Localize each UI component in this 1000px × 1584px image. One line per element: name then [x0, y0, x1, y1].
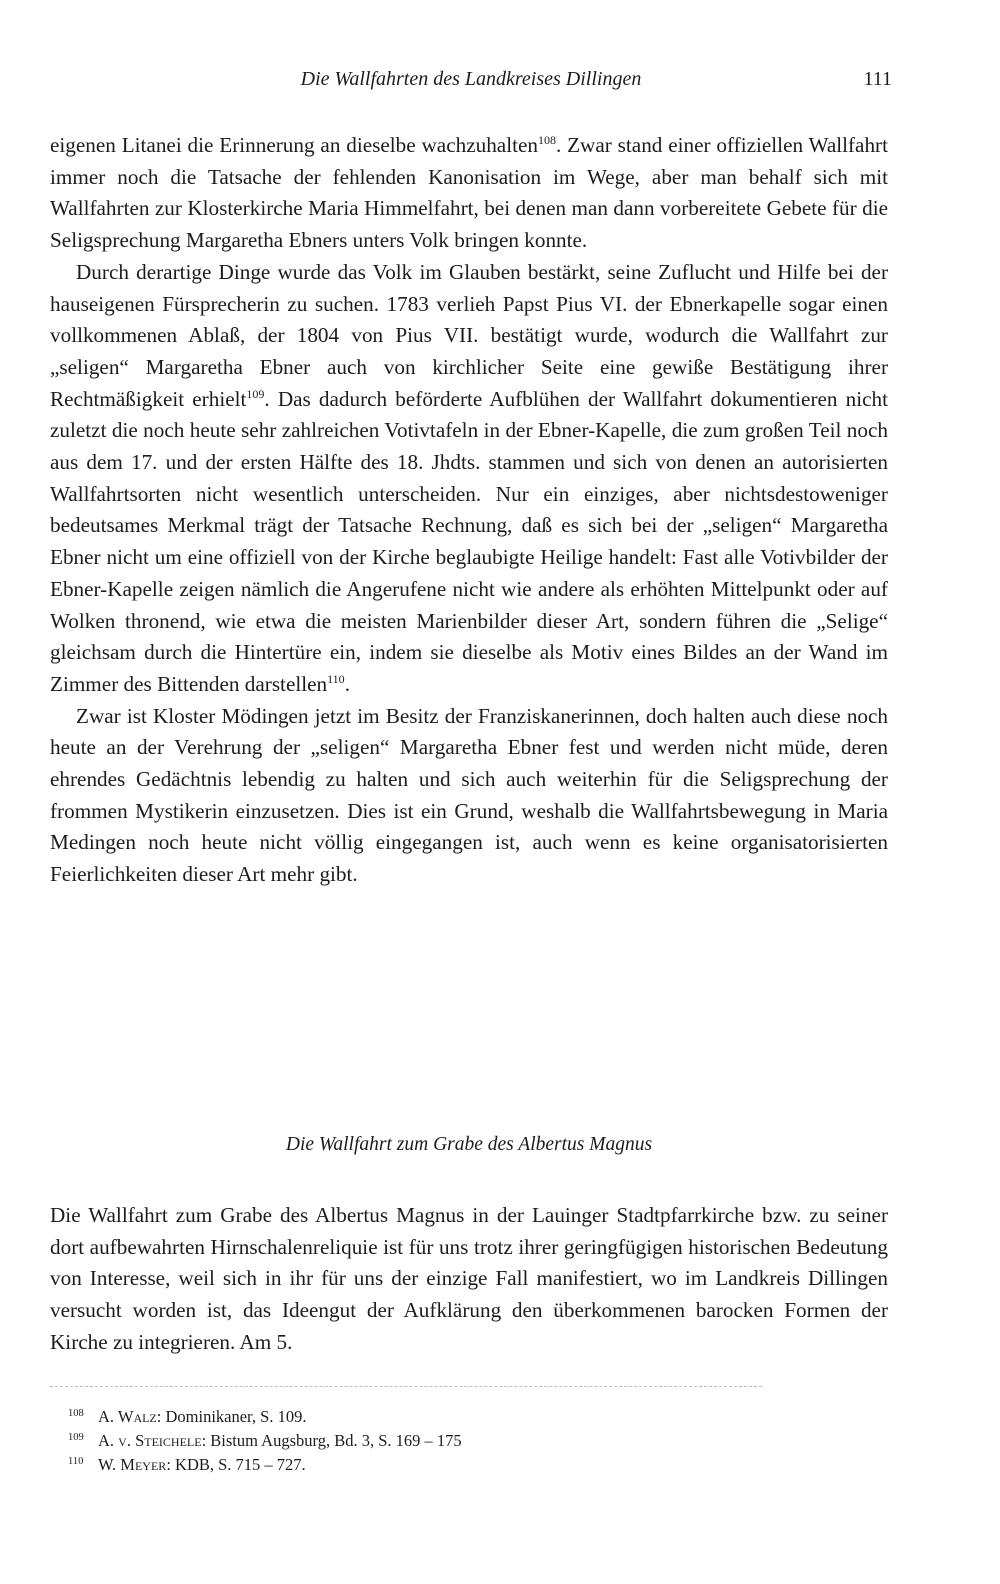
footnote-author: A. v. Steichele [98, 1431, 202, 1450]
paragraph-2-text-b: . Das dadurch beförderte Aufblühen der Wallfahrt dokumentieren nicht zuletzt die noch heute sehr zahlreichen Votivtafeln in der Ebner-Kapelle, die zum großen Teil noch aus dem 17. und der ersten Hälfte des 18. Jhdts. stammen und sich von denen an autorisierten Wallfahrtsorten nicht wesentlich unterscheiden. Nur ein einziges, aber nichtsdestoweniger bedeutsames Merkmal trägt der Tatsache Rechnung, daß es sich bei der „seligen“ Margaretha Ebner nicht um eine offiziell von der Kirche beglaubigte Heilige handelt: Fast alle Votivbilder der Ebner-Kapelle zeigen nämlich die Angerufene nicht wie andere als erhöhten Mittelpunkt oder auf Wolken thronend, wie etwa die meisten Marienbilder dieser Art, sondern führen die „Selige“ gleichsam durch die Hintertüre ein, indem sie dieselbe als Motiv eines Bildes an der Wand im Zimmer des Bittenden darstellen [50, 386, 888, 696]
footnote-author: W. Meyer [98, 1455, 167, 1474]
paragraph-3: Zwar ist Kloster Mödingen jetzt im Besitz der Franziskanerinnen, doch halten auch diese noch heute an der Verehrung der „seligen“ Margaretha Ebner fest und werden nicht müde, deren ehrendes Gedächtnis lebendig zu halten und sich auch weiterhin für die Seligsprechung der frommen Mystikerin einzusetzen. Dies ist ein Grund, weshalb die Wallfahrtsbewegung in Maria Medingen noch heute nicht völlig eingegangen ist, auch wenn es keine organisatorisierten Feierlichkeiten dieser Art mehr gibt. [50, 703, 888, 887]
body-text [50, 130, 888, 891]
footnote-text: : KDB, S. 715 – 727. [166, 1455, 306, 1474]
page-number: 111 [863, 68, 892, 90]
footnote-body [98, 1406, 306, 1427]
running-title: Die Wallfahrten des Landkreises Dillingen [300, 68, 642, 90]
paragraph-2-text-a: Durch derartige Dinge wurde das Volk im Glauben bestärkt, seine Zuflucht und Hilfe bei der hauseigenen Fürsprecherin zu suchen. 1783 verlieh Papst Pius VI. der Ebnerkapelle sogar einen vollkommenen Ablaß, der 1804 von Pius VII. bestätigt wurde, wodurch die Wallfahrt zur „seligen“ Margaretha Ebner auch von kirchlicher Seite eine gewiße Bestätigung ihrer Rechtmäßigkeit erhielt [50, 259, 888, 411]
footnote-ref-110: 110 [327, 671, 345, 686]
footnote-109 [68, 1430, 768, 1454]
footnote-ref-108: 108 [537, 133, 556, 147]
footnote-body [98, 1454, 306, 1475]
footnote-ref-109: 109 [246, 386, 265, 401]
paragraph-2-text-c: . [344, 671, 350, 696]
footnote-body [98, 1430, 462, 1451]
footnote-text: : Dominikaner, S. 109. [156, 1407, 307, 1426]
paragraph-1-text-b: . Zwar stand einer offiziellen Wallfahrt immer noch die Tatsache der fehlenden Kanonisation im Wege, aber man behalf sich mit Wallfahrten zur Klosterkirche Maria Himmelfahrt, bei denen man dann vorbereitete Gebete für die Seligsprechung Margaretha Ebners unters Volk bringen konnte. [50, 133, 888, 253]
footnote-108 [68, 1406, 768, 1430]
footnote-number: 109 [68, 1432, 84, 1443]
paragraph-2 [50, 257, 888, 701]
section-text [50, 1200, 888, 1359]
footnote-number: 108 [68, 1408, 84, 1419]
section-paragraph-1: Die Wallfahrt zum Grabe des Albertus Magnus in der Lauinger Stadtpfarrkirche bzw. zu seiner dort aufbewahrten Hirnschalenreliquie ist für uns trotz ihrer geringfügigen historischen Bedeutung von Interesse, weil sich in ihr für uns der einzige Fall manifestiert, wo im Landkreis Dillingen versucht worden ist, das Ideengut der Aufklärung den überkommenen barocken Formen der Kirche zu integrieren. Am 5. [50, 1203, 888, 1354]
footnote-110 [68, 1454, 768, 1478]
footnote-author: A. Walz [98, 1407, 157, 1426]
footnote-number: 110 [68, 1456, 84, 1467]
section-title: Die Wallfahrt zum Grabe des Albertus Magnus [285, 1134, 653, 1155]
page-header [50, 68, 892, 98]
paragraph-1-text-a: eigenen Litanei die Erinnerung an dieselbe wachzuhalten [50, 133, 538, 157]
footnotes [68, 1406, 768, 1478]
footnote-separator [50, 1386, 762, 1387]
paragraph-1 [50, 130, 888, 257]
footnote-text: : Bistum Augsburg, Bd. 3, S. 169 – 175 [201, 1431, 462, 1450]
